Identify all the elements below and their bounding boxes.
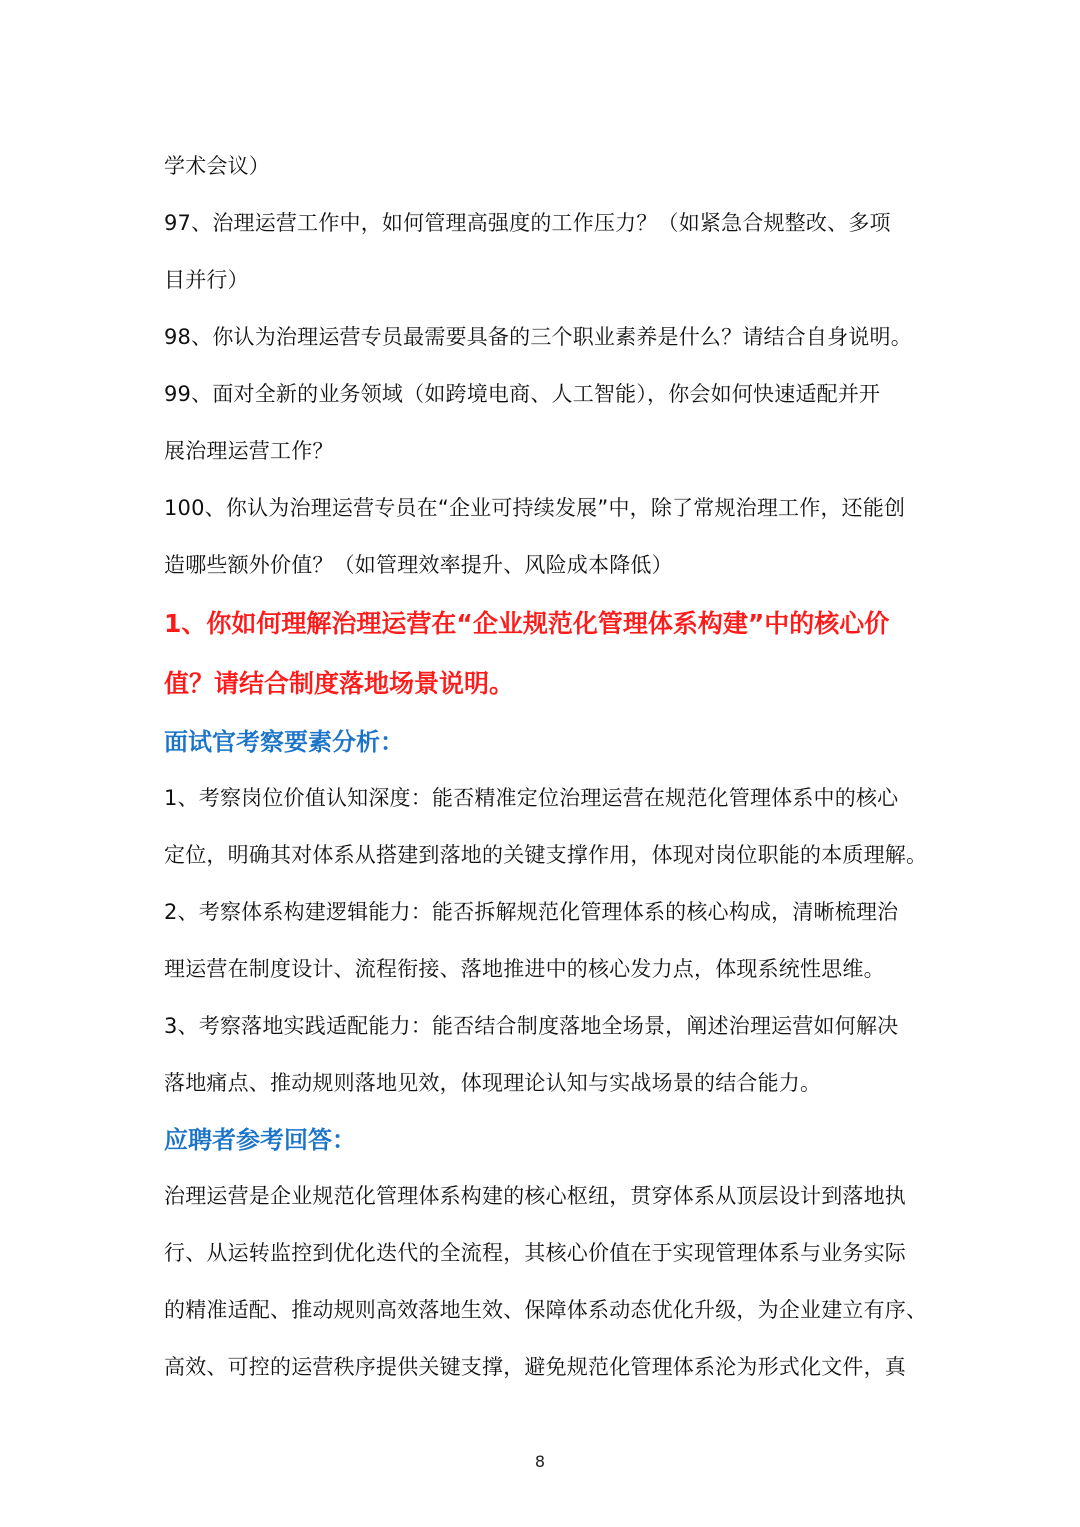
question-100-line-2: 造哪些额外价值？（如管理效率提升、风险成本降低） (164, 553, 673, 577)
analysis-heading: 面试官考察要素分析： (164, 728, 404, 756)
answer-line: 行、从运转监控到优化迭代的全流程，其核心价值在于实现管理体系与业务实际 (164, 1241, 906, 1265)
question-96-tail: 学术会议） (164, 154, 270, 178)
question-97-line-1: 97、治理运营工作中，如何管理高强度的工作压力？（如紧急合规整改、多项 (164, 211, 891, 235)
answer-line: 的精准适配、推动规则高效落地生效、保障体系动态优化升级，为企业建立有序、 (164, 1298, 928, 1322)
analysis-line: 落地痛点、推动规则落地见效，体现理论认知与实战场景的结合能力。 (164, 1071, 822, 1095)
answer-line: 治理运营是企业规范化管理体系构建的核心枢纽，贯穿体系从顶层设计到落地执 (164, 1184, 906, 1208)
analysis-line: 定位，明确其对体系从搭建到落地的关键支撑作用，体现对岗位职能的本质理解。 (164, 843, 928, 867)
analysis-line: 2、考察体系构建逻辑能力：能否拆解规范化管理体系的核心构成，清晰梳理治 (164, 900, 899, 924)
question-99-line-1: 99、面对全新的业务领域（如跨境电商、人工智能），你会如何快速适配并开 (164, 382, 881, 406)
answer-line: 高效、可控的运营秩序提供关键支撑，避免规范化管理体系沦为形式化文件，真 (164, 1355, 906, 1379)
question-97-line-2: 目并行） (164, 268, 249, 292)
question-100-line-1: 100、你认为治理运营专员在“企业可持续发展”中，除了常规治理工作，还能创 (164, 496, 906, 520)
question-98: 98、你认为治理运营专员最需要具备的三个职业素养是什么？请结合自身说明。 (164, 325, 912, 349)
question-99-line-2: 展治理运营工作？ (164, 439, 334, 463)
section-title-line-2: 值？请结合制度落地场景说明。 (164, 669, 515, 698)
analysis-line: 1、考察岗位价值认知深度：能否精准定位治理运营在规范化管理体系中的核心 (164, 786, 899, 810)
answer-heading: 应聘者参考回答： (164, 1126, 356, 1154)
section-title-line-1: 1、你如何理解治理运营在“企业规范化管理体系构建”中的核心价 (164, 609, 890, 638)
page-number: 8 (534, 1452, 546, 1471)
analysis-line: 3、考察落地实践适配能力：能否结合制度落地全场景，阐述治理运营如何解决 (164, 1014, 899, 1038)
page-content (164, 138, 928, 1396)
analysis-line: 理运营在制度设计、流程衔接、落地推进中的核心发力点，体现系统性思维。 (164, 957, 885, 981)
